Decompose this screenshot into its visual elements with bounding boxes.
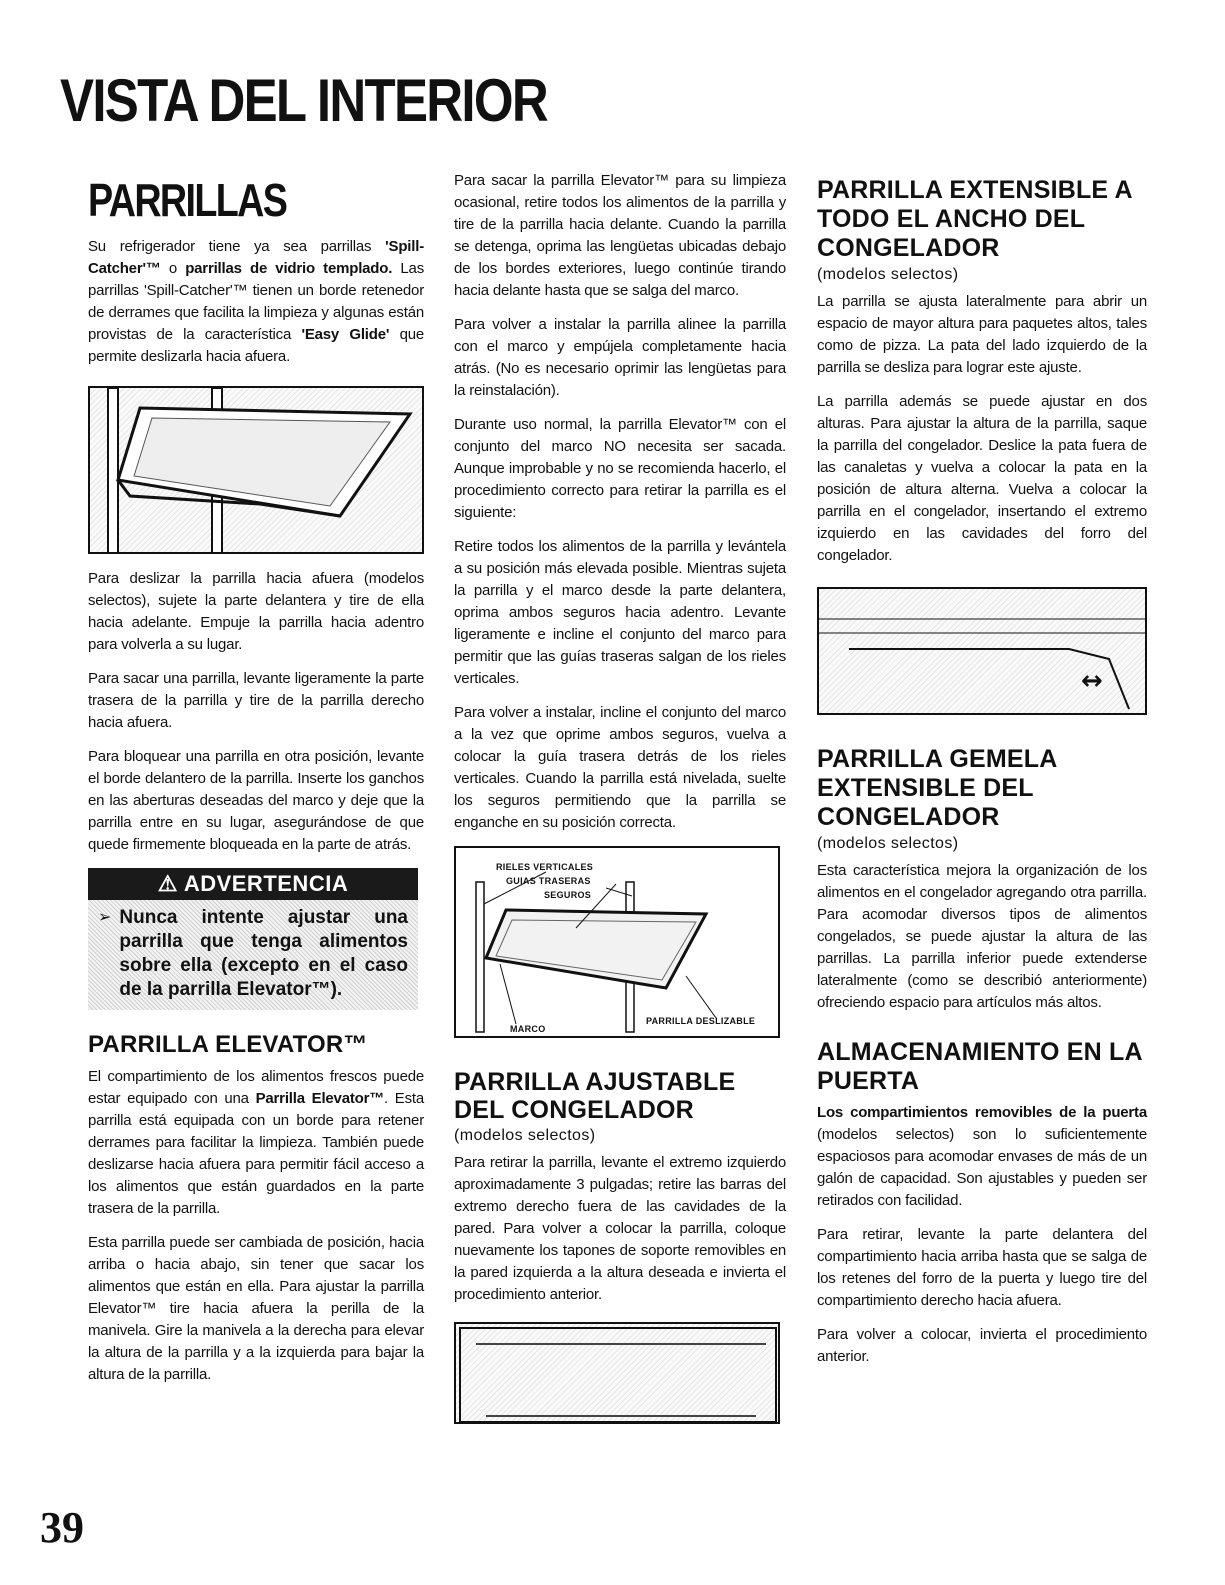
arrow-bullet-icon: ➢	[98, 909, 112, 926]
paragraph-slide-shelf: Para deslizar la parrilla hacia afuera (modelos selectos), sujete la parte delantera y tire de ella hacia adelante. Empuje la parrilla hacia adentro para volverla a su lugar.	[88, 570, 424, 653]
shelf-slide-illustration	[88, 386, 424, 554]
section-title-extensible: PARRILLA EXTENSIBLE A TODO EL ANCHO DEL CONGELADOR	[817, 176, 1132, 262]
paragraph-elevator-procedure: Retire todos los alimentos de la parrilla y levántela a su posición más elevada posible. Mientras sujeta la parrilla y el marco desde la parte delantera, oprima ambos seguros hacia adentro. Levante ligeramente e incline el conjunto del marco para permitir que las guías traseras salgan de los rieles verticales.	[454, 538, 786, 687]
freezer-shelf-illustration	[454, 1322, 780, 1424]
section-title-ajustable: PARRILLA AJUSTABLE DEL CONGELADOR	[454, 1068, 736, 1124]
column-2	[454, 170, 786, 1424]
label-rieles-verticales: RIELES VERTICALES	[496, 862, 594, 872]
paragraph-elevator-intro: El compartimiento de los alimentos frescos puede estar equipado con una Parrilla Elevator™. Esta parrilla está equipada con un borde para retener derrames para facilitar la limpieza. También puede deslizarse hacia afuera para permitir fácil acceso a los alimentos que están guardados en la parte trasera de la parrilla.	[88, 1068, 424, 1217]
label-parrilla-deslizable: PARRILLA DESLIZABLE	[646, 1016, 756, 1026]
label-marco: MARCO	[510, 1024, 546, 1034]
column-1	[88, 170, 424, 1398]
warning-body	[88, 900, 418, 1010]
section-title-parrillas: PARRILLAS	[88, 174, 287, 226]
paragraph-puerta-1: Los compartimientos removibles de la puerta (modelos selectos) son lo suficientemente espaciosos para acomodar envases de más de un galón de capacidad. Son ajustables y pueden ser retirados con facilidad.	[817, 1104, 1147, 1209]
paragraph-gemela: Esta característica mejora la organización de los alimentos en el congelador agregando otra parrilla. Para acomodar diversos tipos de alimentos congelados, se puede ajustar la altura de las parrillas. La parrilla inferior puede extenderse lateralmente (como se describió anteriormente) ofreciendo espacio para artículos más altos.	[817, 862, 1147, 1011]
paragraph-extensible-1: La parrilla se ajusta lateralmente para abrir un espacio de mayor altura para paquetes altos, tales como de pizza. La pata del lado izquierdo de la parrilla se desliza para lograr este ajuste.	[817, 293, 1147, 376]
paragraph-extensible-2: La parrilla además se puede ajustar en dos alturas. Para ajustar la altura de la parrilla, saque la parrilla del congelador. Deslice la pata fuera de las canaletas y vuelva a colocar la pata en la posición de altura alterna. Vuelva a colocar la parrilla en el congelador, insertando el extremo izquierdo en las cavidades del forro del congelador.	[817, 393, 1147, 564]
paragraph-puerta-2: Para retirar, levante la parte delantera del compartimiento hacia arriba hasta que se salga de los retenes del forro de la puerta y luego tire del compartimiento derecho hacia afuera.	[817, 1226, 1147, 1309]
column-3	[817, 176, 1147, 1380]
freezer-wire-shelf-drawing	[456, 1324, 780, 1424]
page-title: VISTA DEL INTERIOR	[60, 67, 547, 134]
section-title-puerta: ALMACENAMIENTO EN LA PUERTA	[817, 1038, 1142, 1095]
paragraph-elevator-reinstall-2: Para volver a instalar, incline el conjunto del marco a la vez que oprime ambos seguros, vuelva a colocar la guía trasera detrás de los rieles verticales. Cuando la parrilla está nivelada, suelte los seguros permitiendo que la parrilla se enganche en su posición correcta.	[454, 704, 786, 831]
page-number: 39	[40, 1503, 84, 1552]
elevator-diagram-drawing	[456, 848, 780, 1038]
warning-header: ⚠ ADVERTENCIA	[88, 868, 418, 900]
extensible-shelf-illustration	[817, 587, 1147, 715]
paragraph-ajustable: Para retirar la parrilla, levante el extremo izquierdo aproximadamente 3 pulgadas; retire las barras del extremo derecho fuera de las cavidades de la pared. Para volver a colocar la parrilla, coloque nuevamente los tapones de soporte removibles en la pared izquierda a la altura deseada e invierta el procedimiento anterior.	[454, 1154, 786, 1303]
extensible-shelf-drawing	[819, 589, 1147, 715]
paragraph-elevator-normal-use: Durante uso normal, la parrilla Elevator™ con el conjunto del marco NO necesita ser sacada. Aunque improbable y no se recomienda hacerlo, el procedimiento correcto para retirar la parrilla es el siguiente:	[454, 416, 786, 521]
label-seguros: SEGUROS	[544, 890, 592, 900]
subtitle-ajustable: (modelos selectos)	[454, 1127, 596, 1144]
warning-box	[88, 868, 418, 1010]
paragraph-puerta-3: Para volver a colocar, invierta el procedimiento anterior.	[817, 1326, 1147, 1365]
section-title-elevator: PARRILLA ELEVATOR™	[88, 1031, 368, 1058]
subtitle-extensible: (modelos selectos)	[817, 266, 959, 283]
paragraph-remove-shelf: Para sacar una parrilla, levante ligeramente la parte trasera de la parrilla y tire de la parrilla derecho hacia afuera.	[88, 670, 424, 731]
paragraph-elevator-adjust: Esta parrilla puede ser cambiada de posición, hacia arriba o hacia abajo, sin tener que sacar los alimentos que están en ella. Para ajustar la parrilla Elevator™ tire hacia afuera la perilla de la manivela. Gire la manivela a la derecha para elevar la altura de la parrilla y a la izquierda para bajar la altura de la parrilla.	[88, 1234, 424, 1383]
warning-triangle-icon: ⚠	[157, 871, 179, 896]
paragraph-lock-shelf: Para bloquear una parrilla en otra posición, levante el borde delantero de la parrilla. Inserte los ganchos en las aberturas deseadas del marco y deje que la parrilla entre en su lugar, asegurándose de que quede firmemente bloqueada en la parte de atrás.	[88, 748, 424, 853]
warning-text: Nunca intente ajustar una parrilla que tenga alimentos sobre ella (excepto en el caso de la parrilla Elevator™).	[119, 907, 408, 1000]
paragraph-elevator-reinstall: Para volver a instalar la parrilla alinee la parrilla con el marco y empújela completamente hacia atrás. (No es necesario oprimir las lengüetas para la reinstalación).	[454, 316, 786, 399]
glass-shelf-drawing	[90, 388, 424, 554]
subtitle-gemela: (modelos selectos)	[817, 835, 959, 852]
label-guias-traseras: GUIAS TRASERAS	[506, 876, 591, 886]
paragraph-elevator-remove: Para sacar la parrilla Elevator™ para su limpieza ocasional, retire todos los alimentos de la parrilla y tire de la parrilla hacia delante. Cuando la parrilla se detenga, oprima las lengüetas ubicadas debajo de los bordes exteriores, luego continúe tirando hacia delante hasta que se salga del marco.	[454, 172, 786, 299]
parrillas-intro: Su refrigerador tiene ya sea parrillas 'Spill-Catcher'™ o parrillas de vidrio templado. Las parrillas 'Spill-Catcher'™ tienen un borde retenedor de derrames que facilita la limpieza y algunas están provistas de la característica 'Easy Glide' que permite deslizarla hacia afuera.	[88, 238, 425, 365]
left-right-arrow-icon: ↔	[1081, 666, 1103, 696]
section-title-gemela: PARRILLA GEMELA EXTENSIBLE DEL CONGELADOR	[817, 745, 1057, 831]
elevator-shelf-diagram	[454, 846, 780, 1038]
